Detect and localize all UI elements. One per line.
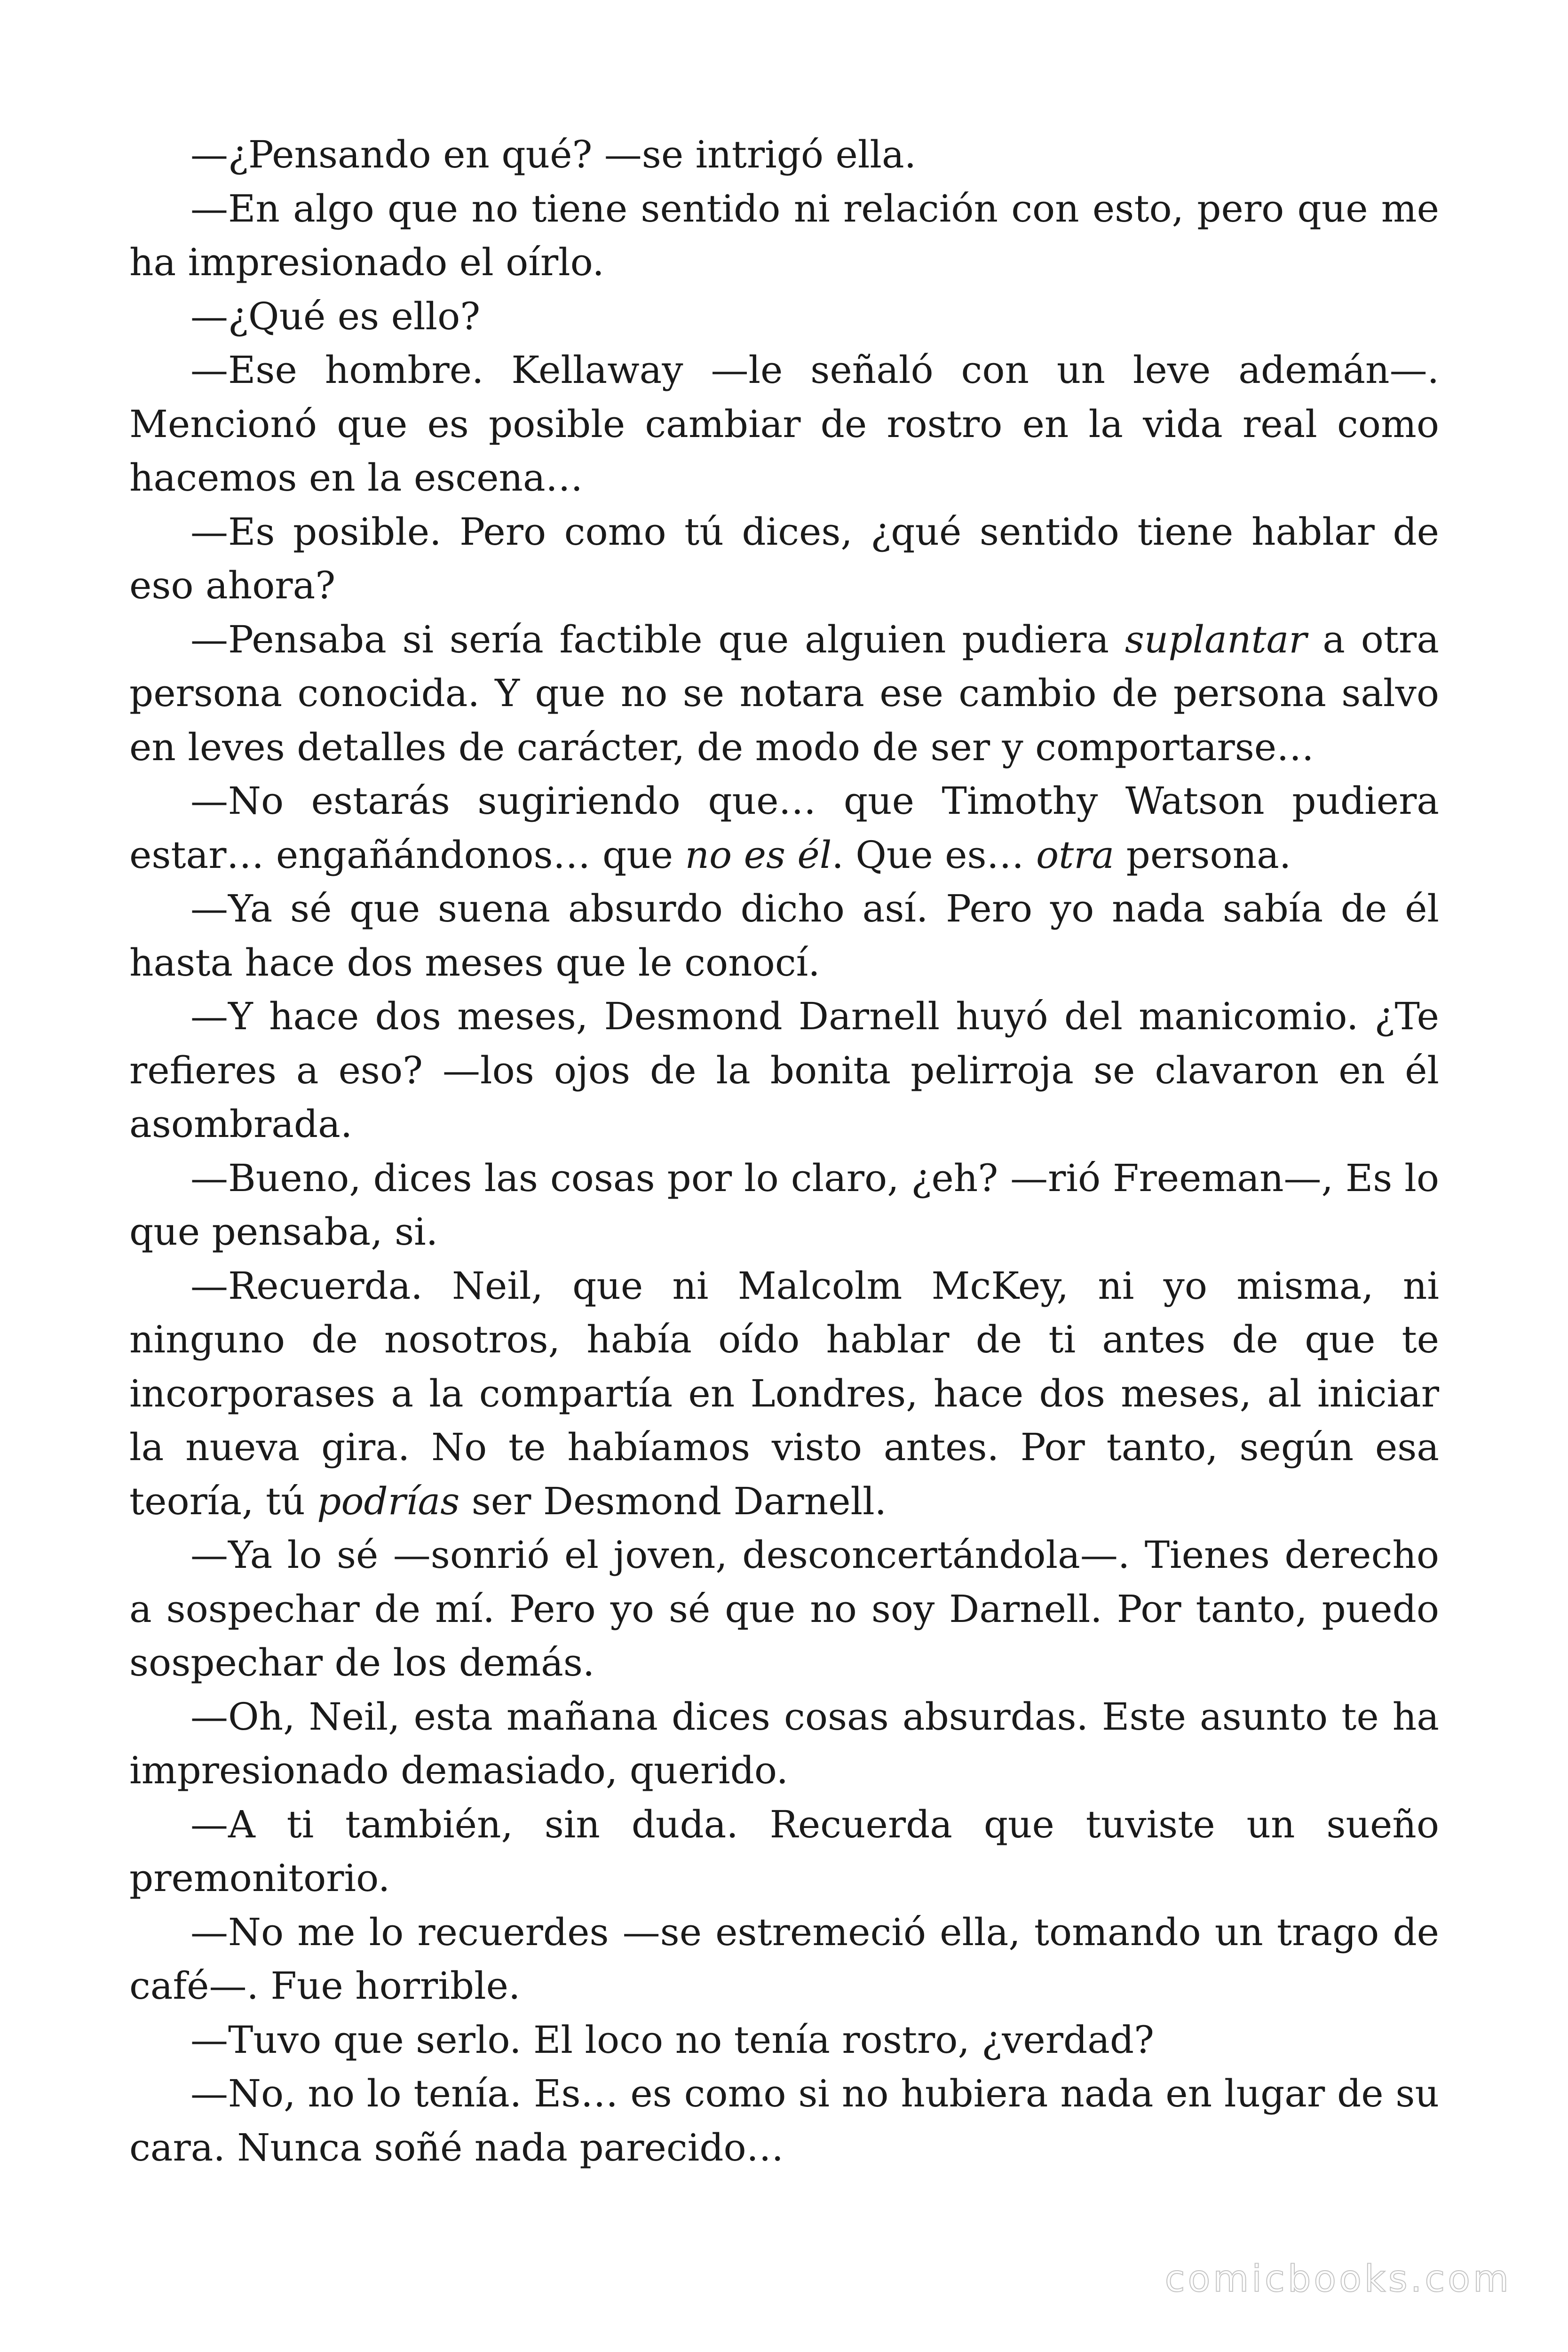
paragraph — [129, 1528, 1439, 1690]
paragraph — [129, 1798, 1439, 1906]
text-run: —Ese hombre. Kellaway —le señaló con un leve ademán—. Mencionó que es posible cambiar de rostro en la vida real como hacemos en la escena… — [129, 348, 1439, 500]
italic-text: podrías — [317, 1479, 460, 1523]
italic-text: suplantar — [1125, 617, 1307, 661]
text-run: ser Desmond Darnell. — [459, 1479, 887, 1523]
italic-text: no es él — [685, 833, 832, 877]
paragraph — [129, 182, 1439, 290]
paragraph — [129, 1152, 1439, 1259]
text-run: —Pensaba si sería factible que alguien pudiera — [190, 617, 1125, 661]
paragraph — [129, 1690, 1439, 1798]
paragraph — [129, 882, 1439, 990]
text-run: —Es posible. Pero como tú dices, ¿qué sentido tiene hablar de eso ahora? — [129, 509, 1439, 607]
body-text — [129, 128, 1439, 2175]
paragraph — [129, 128, 1439, 182]
paragraph — [129, 774, 1439, 882]
text-run: —A ti también, sin duda. Recuerda que tuviste un sueño premonitorio. — [129, 1802, 1439, 1900]
text-run: a otra persona conocida. Y que no se notara ese cambio de persona salvo en leves detalles de carácter, de modo de ser y comportarse… — [129, 617, 1439, 769]
text-run: —Y hace dos meses, Desmond Darnell huyó del manicomio. ¿Te refieres a eso? —los ojos de la bonita pelirroja se clavaron en él asombrada. — [129, 994, 1439, 1146]
paragraph — [129, 343, 1439, 505]
paragraph — [129, 2067, 1439, 2175]
paragraph — [129, 290, 1439, 344]
text-run: —Recuerda. Neil, que ni Malcolm McKey, ni yo misma, ni ninguno de nosotros, había oído hablar de ti antes de que te incorporases a la compartía en Londres, hace dos meses, al iniciar la nueva gira. No te habíamos visto antes. Por tanto, según esa teoría, tú — [129, 1263, 1439, 1523]
text-run: —Ya lo sé —sonrió el joven, desconcertándola—. Tienes derecho a sospechar de mí. Pero yo sé que no soy Darnell. Por tanto, puedo sospechar de los demás. — [129, 1533, 1439, 1685]
paragraph — [129, 2013, 1439, 2067]
text-run: —Oh, Neil, esta mañana dices cosas absurdas. Este asunto te ha impresionado demasiado, querido. — [129, 1694, 1439, 1792]
text-run: —Ya sé que suena absurdo dicho así. Pero yo nada sabía de él hasta hace dos meses que le conocí. — [129, 887, 1439, 985]
paragraph — [129, 1906, 1439, 2013]
text-run: —¿Qué es ello? — [190, 294, 481, 338]
text-run: —No, no lo tenía. Es… es como si no hubiera nada en lugar de su cara. Nunca soñé nada parecido… — [129, 2072, 1439, 2169]
text-run: —No me lo recuerdes —se estremeció ella, tomando un trago de café—. Fue horrible. — [129, 1910, 1439, 2008]
site-watermark: comicbooks.com — [1164, 2258, 1512, 2300]
text-run: —¿Pensando en qué? —se intrigó ella. — [190, 133, 917, 176]
paragraph — [129, 1259, 1439, 1529]
italic-text: otra — [1036, 833, 1115, 877]
paragraph — [129, 613, 1439, 775]
text-run: persona. — [1114, 833, 1291, 877]
text-run: . Que es… — [832, 833, 1036, 877]
text-run: —En algo que no tiene sentido ni relación con esto, pero que me ha impresionado el oírlo. — [129, 186, 1439, 284]
text-run: —Tuvo que serlo. El loco no tenía rostro, ¿verdad? — [190, 2018, 1154, 2062]
text-run: —Bueno, dices las cosas por lo claro, ¿eh? —rió Freeman—, Es lo que pensaba, si. — [129, 1156, 1439, 1254]
text-run: —No estarás sugiriendo que… que Timothy Watson pudiera estar… engañándonos… que — [129, 779, 1439, 877]
paragraph — [129, 505, 1439, 613]
paragraph — [129, 990, 1439, 1152]
